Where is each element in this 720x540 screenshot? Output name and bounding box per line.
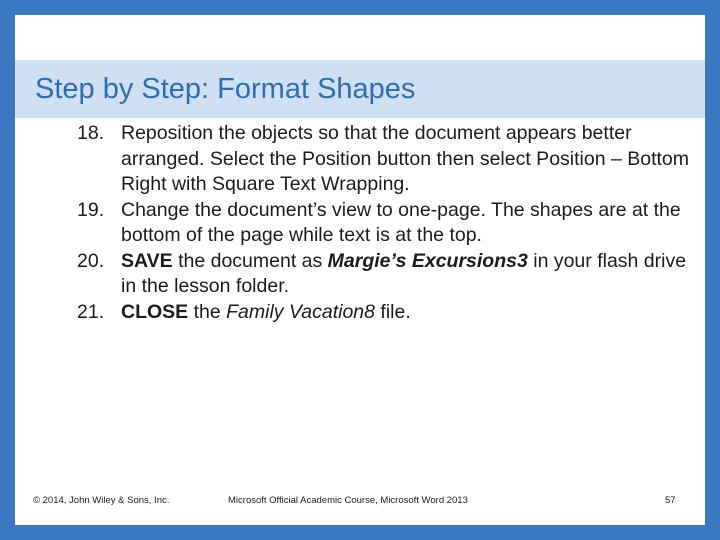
step-text-part: Change the document’s view to one-page. The shapes are at the bottom of the page while text is at the top.: [121, 198, 681, 246]
step-text: [121, 250, 686, 298]
step-number: 21.: [77, 300, 105, 323]
step-text-part: in your flash drive in the lesson folder.: [121, 249, 687, 297]
title-band: [15, 60, 705, 118]
footer-copyright: © 2014, John Wiley & Sons, Inc.: [33, 495, 170, 506]
step-text-part: Reposition the objects so that the document appears better arranged. Select the Position button then select Position – Bottom Right with Square Text Wrapping.: [121, 122, 690, 195]
step-item: [77, 198, 697, 249]
step-text-part: file.: [374, 300, 411, 323]
step-item: [77, 300, 697, 326]
step-text: [121, 122, 689, 195]
step-command: CLOSE: [121, 300, 189, 323]
step-number: 18.: [77, 122, 105, 144]
step-filename: Margie’s Excursions3: [327, 249, 528, 272]
step-number: 19.: [77, 198, 105, 221]
footer-course: Microsoft Official Academic Course, Microsoft Word 2013: [228, 495, 468, 506]
step-number: 20.: [77, 249, 105, 272]
step-text-part: the document as: [172, 249, 328, 272]
step-command: SAVE: [121, 249, 173, 272]
slide-title: Step by Step: Format Shapes: [35, 73, 416, 105]
step-item: [77, 121, 697, 198]
step-text-part: the: [188, 300, 227, 323]
step-text: [121, 301, 411, 323]
page-number: 57: [665, 495, 676, 506]
step-text: [121, 199, 681, 247]
slide: [15, 15, 705, 525]
step-list: [77, 121, 697, 325]
step-filename: Family Vacation8: [226, 300, 375, 323]
step-item: [77, 249, 697, 300]
